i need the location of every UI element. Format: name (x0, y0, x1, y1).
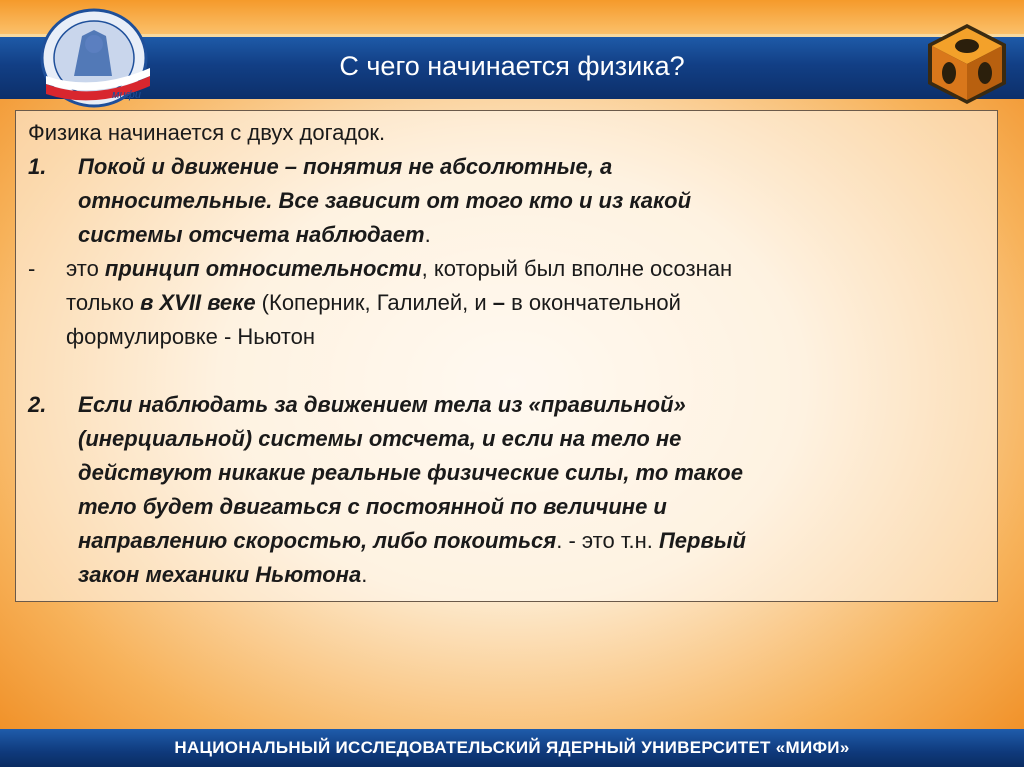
item1-line3 (28, 218, 978, 252)
page-title: С чего начинается физика? (339, 51, 685, 81)
slide-body (28, 116, 978, 592)
item1-text3-end: . (424, 222, 431, 247)
dash-l2-d: – (492, 290, 505, 315)
item2-text5-mid: . - это т.н. (556, 528, 659, 553)
item2-text6: закон механики Ньютона (78, 562, 362, 587)
item2-number: 2. (28, 392, 47, 417)
intro-line: Физика начинается с двух догадок. (28, 120, 386, 145)
dash-line1 (28, 252, 978, 286)
university-emblem-icon (32, 6, 162, 116)
item2-line3: действуют никакие реальные физические силы, то такое (78, 460, 743, 485)
item2-text6-end: . (361, 562, 368, 587)
dash-line3: формулировке - Ньютон (66, 324, 315, 349)
dash-l1-c: , который был вполне осознан (421, 256, 733, 281)
item1-line2: относительные. Все зависит от того кто и из какой (78, 188, 692, 213)
dash-l2-a: только (66, 290, 141, 315)
item1-line1 (28, 150, 978, 184)
dash-l1-a: это (66, 256, 105, 281)
item2-line2: (инерциальной) системы отсчета, и если на тело не (78, 426, 682, 451)
item2-line1 (28, 388, 978, 422)
dash-l2-e: в окончательной (505, 290, 681, 315)
emblem-label: мифи (112, 89, 141, 101)
item2-line4: тело будет двигаться с постоянной по величине и (78, 494, 667, 519)
orange-cube-logo-icon (922, 20, 1012, 108)
dash-l2-b: в XVII веке (140, 290, 256, 315)
item2-text5: направлению скоростью, либо покоиться (78, 528, 557, 553)
dash-marker: - (28, 256, 36, 281)
paragraph-spacer (28, 354, 978, 388)
dash-l2-c: (Коперник, Галилей, и (255, 290, 493, 315)
item1-text1: Покой и движение – понятия не абсолютные, а (78, 154, 613, 179)
item2-text5-end: Первый (658, 528, 746, 553)
footer-university-name: НАЦИОНАЛЬНЫЙ ИССЛЕДОВАТЕЛЬСКИЙ ЯДЕРНЫЙ УНИВЕРСИТЕТ «МИФИ» (174, 738, 850, 757)
item2-line5 (28, 524, 978, 558)
item1-text3: системы отсчета наблюдает (78, 222, 425, 247)
item2-text1: Если наблюдать за движением тела из «правильной» (78, 392, 686, 417)
dash-line2 (28, 286, 978, 320)
dash-l1-b: принцип относительности (104, 256, 422, 281)
item1-number: 1. (28, 154, 47, 179)
item2-line6 (28, 558, 978, 592)
